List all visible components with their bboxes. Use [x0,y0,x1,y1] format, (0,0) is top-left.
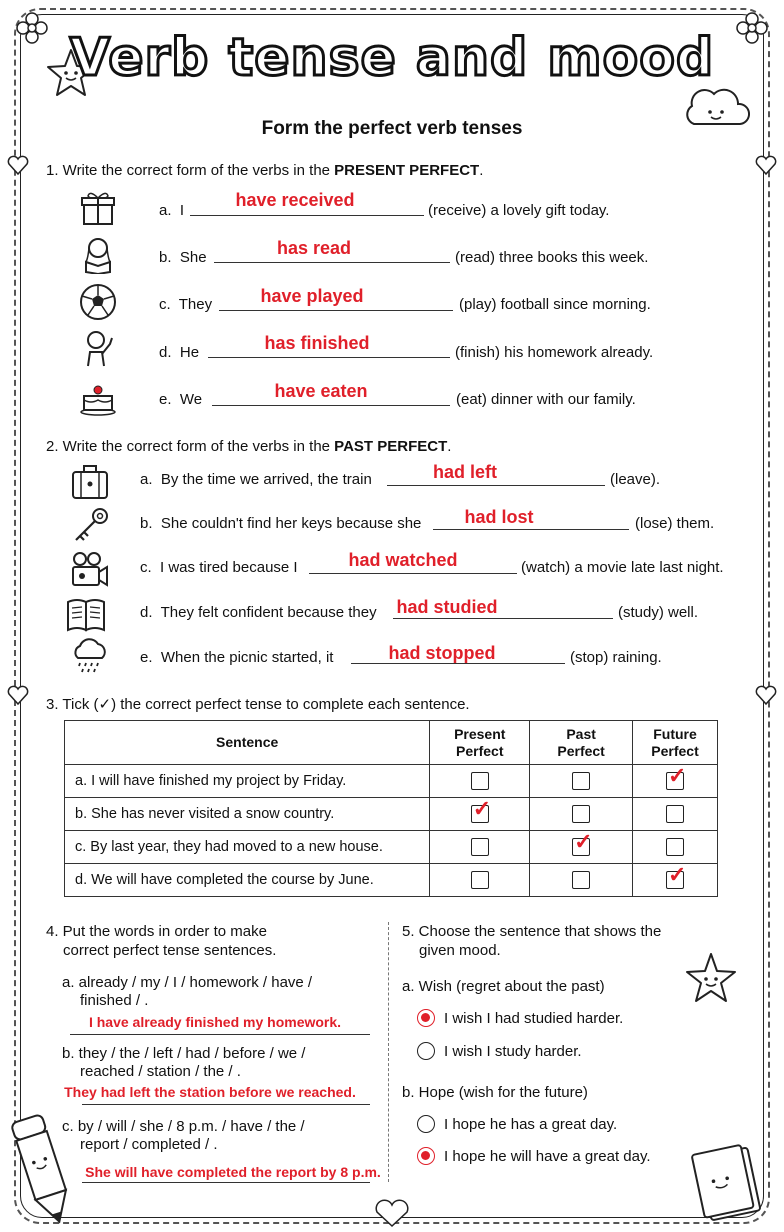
option-text: I hope he will have a great day. [444,1148,651,1165]
girl-reading-icon [78,234,118,274]
check-mark-icon: ✓ [668,862,687,887]
boy-waving-icon [78,328,118,368]
answer-line[interactable] [82,1104,370,1105]
soccer-ball-icon [78,282,118,322]
movie-camera-icon [70,550,110,590]
answer-blank[interactable] [309,573,517,574]
gift-icon [78,188,118,228]
checkbox[interactable] [666,805,684,823]
tick-cell-future-perfect [633,798,718,831]
answer-blank[interactable] [212,405,450,406]
tick-cell-future-perfect [633,831,718,864]
heart-icon [754,684,778,706]
q1-heading: 1. Write the correct form of the verbs in the PRESENT PERFECT. [46,162,484,179]
heart-icon [6,684,30,706]
option-text: I wish I study harder. [444,1043,582,1060]
rain-cloud-icon [70,636,110,676]
checkbox[interactable] [572,829,593,856]
page-title: Verb tense and mood [69,28,715,88]
answer-blank[interactable] [214,262,450,263]
checkbox[interactable] [471,796,492,823]
smiling-star-icon [682,950,740,1008]
cake-icon [78,376,118,416]
column-header-future-perfect: Future Perfect [633,721,718,765]
radio-option-b2[interactable] [417,1147,435,1165]
checkbox[interactable] [471,772,489,790]
heart-icon [754,154,778,176]
answer-blank[interactable] [208,357,450,358]
tick-cell-future-perfect [633,864,718,897]
q5-group-b-label: b. Hope (wish for the future) [402,1084,588,1101]
checkbox[interactable] [666,862,687,889]
tick-cell-past-perfect [530,831,633,864]
checkbox[interactable] [572,871,590,889]
q4-heading: 4. Put the words in order to make correct perfect tense sentences. [46,923,277,959]
q5-heading: 5. Choose the sentence that shows the given mood. [402,923,662,959]
radio-option-a1[interactable] [417,1009,435,1027]
answer-text: has finished [264,333,370,353]
tick-cell-future-perfect [633,765,718,798]
column-header-present-perfect: Present Perfect [430,721,530,765]
tick-cell-present-perfect [430,864,530,897]
key-icon [70,506,110,546]
book-icon [66,594,106,634]
answer-line[interactable] [70,1034,370,1035]
table-header-row [65,721,718,765]
answer-line[interactable] [82,1182,370,1183]
checkbox[interactable] [471,838,489,856]
sentence-cell: b. She has never visited a snow country. [65,798,430,831]
radio-option-b1[interactable] [417,1115,435,1133]
sentence-cell: a. I will have finished my project by Friday. [65,765,430,798]
suitcase-icon [70,462,110,502]
checkbox[interactable] [471,871,489,889]
answer-text: I have already finished my homework. [88,1014,342,1030]
heart-icon [6,154,30,176]
answer-blank[interactable] [387,485,605,486]
answer-text: has read [276,238,352,258]
check-mark-icon: ✓ [472,796,492,821]
option-text: I hope he has a great day. [444,1116,618,1133]
page-subtitle: Form the perfect verb tenses [261,118,523,139]
answer-text: had studied [396,597,498,617]
smiling-notebook-icon [690,1140,768,1224]
sentence-cell: c. By last year, they had moved to a new house. [65,831,430,864]
table-row [65,831,718,864]
answer-text: have received [235,190,355,210]
answer-text: She will have completed the report by 8 p.m. [85,1164,381,1180]
tick-cell-present-perfect [430,798,530,831]
q3-heading: 3. Tick (✓) the correct perfect tense to complete each sentence. [46,696,470,713]
checkbox[interactable] [572,772,590,790]
answer-blank[interactable] [393,618,613,619]
table-row [65,765,718,798]
option-text: I wish I had studied harder. [444,1010,624,1027]
answer-blank[interactable] [190,215,424,216]
answer-blank[interactable] [219,310,453,311]
answer-blank[interactable] [433,529,629,530]
smiling-pencil-icon [8,1108,78,1228]
tick-cell-present-perfect [430,831,530,864]
tick-cell-past-perfect [530,864,633,897]
answer-text: had watched [348,550,458,570]
section-divider [388,922,389,1182]
answer-text: They had left the station before we reached. [64,1084,356,1100]
answer-text: had stopped [388,643,496,663]
tick-cell-present-perfect [430,765,530,798]
checkbox[interactable] [572,805,590,823]
checkbox[interactable] [666,838,684,856]
sentence-cell: d. We will have completed the course by June. [65,864,430,897]
q2-heading: 2. Write the correct form of the verbs in the PAST PERFECT. [46,438,452,455]
heart-icon [372,1198,412,1230]
check-mark-icon: ✓ [574,829,593,854]
table-row [65,864,718,897]
table-row [65,798,718,831]
answer-text: have eaten [274,381,368,401]
tense-tick-table [64,720,718,897]
checkbox[interactable] [666,763,687,790]
answer-text: have played [260,286,364,306]
tick-cell-past-perfect [530,765,633,798]
q5-group-a-label: a. Wish (regret about the past) [402,978,605,995]
radio-option-a2[interactable] [417,1042,435,1060]
answer-text: had lost [464,507,534,527]
check-mark-icon: ✓ [668,763,687,788]
column-header-sentence: Sentence [65,721,430,765]
tick-cell-past-perfect [530,798,633,831]
answer-text: had left [432,462,497,482]
column-header-past-perfect: Past Perfect [530,721,633,765]
